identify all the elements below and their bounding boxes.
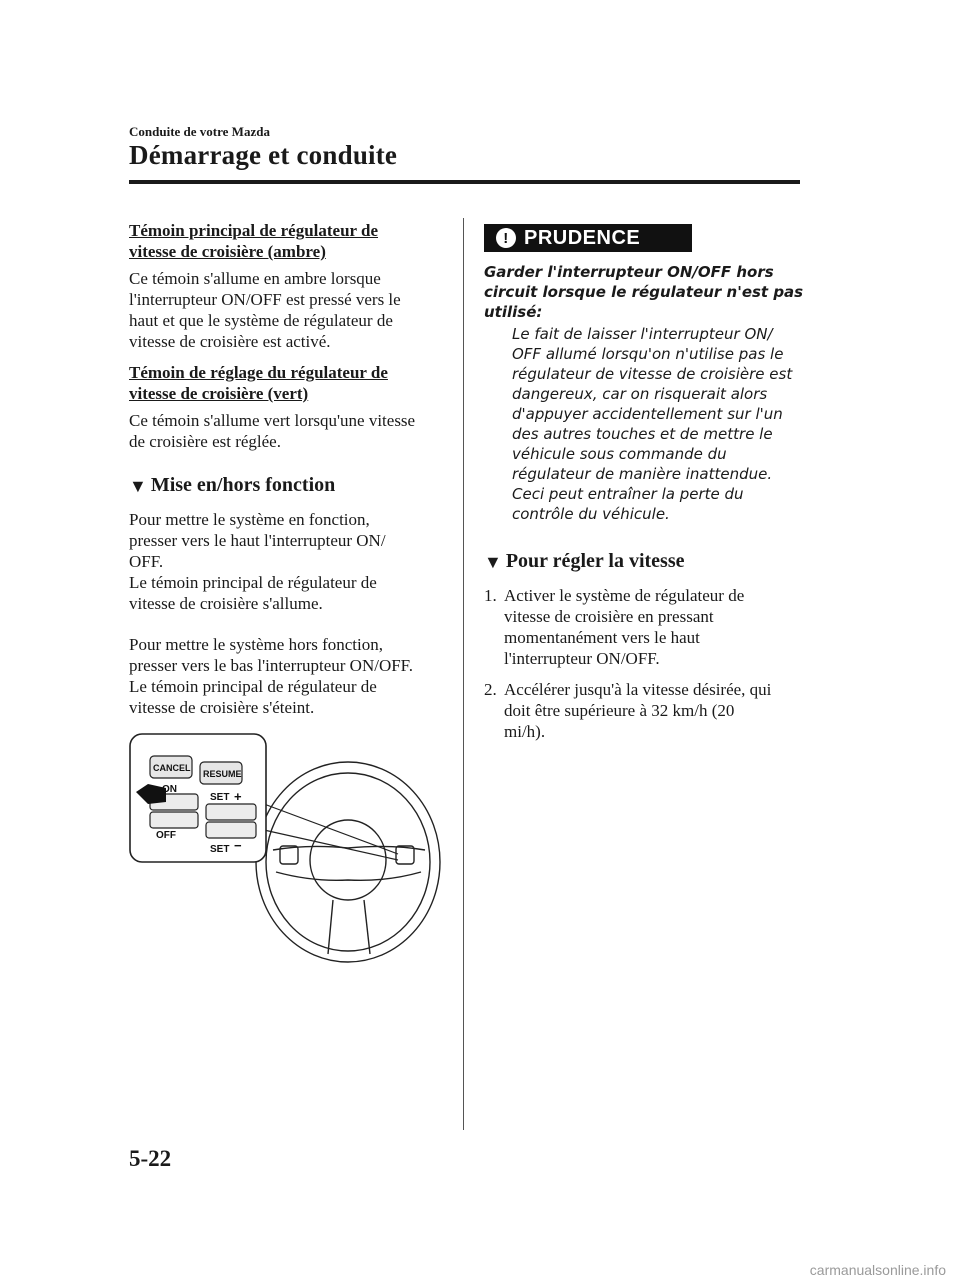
caution-lead: Garder l'interrupteur ON/OFF hors circuit lorsque le régulateur n'est pas utilisé: bbox=[484, 263, 804, 321]
list-item: 1. Activer le système de régulateur de vitesse de croisière en pressant momentanément vers le haut l'interrupteur ON/OFF. bbox=[484, 586, 745, 668]
label-off: OFF bbox=[156, 830, 176, 841]
column-divider bbox=[463, 218, 464, 1130]
caution-badge: ! PRUDENCE bbox=[484, 224, 692, 252]
steering-wheel-illustration bbox=[256, 762, 440, 962]
caution-body: Le fait de laisser l'interrupteur ON/ OFF allumé lorsqu'on n'utilise pas le régulateur de vitesse de croisière est dangereux, car on risquerait alors d'appuyer accidentellement sur l'un des autres touches et de mettre le véhicule sous commande du régulateur de manière inattendue. Ceci peut entraîner la perte du contrôle du véhicule. bbox=[512, 325, 793, 523]
section-heading-on-off: ▼ Mise en/hors fonction bbox=[129, 474, 336, 496]
callout-lines bbox=[264, 804, 398, 860]
running-head: Conduite de votre Mazda bbox=[129, 124, 270, 139]
header-rule bbox=[129, 180, 800, 184]
triangle-down-icon: ▼ bbox=[129, 475, 147, 496]
label-set-plus: SET bbox=[210, 792, 230, 803]
label-cancel: CANCEL bbox=[153, 763, 191, 773]
paragraph-set-indicator: Ce témoin s'allume vert lorsqu'une vitesse de croisière est réglée. bbox=[129, 411, 416, 451]
steering-wheel-switch-figure bbox=[128, 732, 448, 1012]
subhead-main-indicator: Témoin principal de régulateur de vitesse de croisière (ambre) bbox=[129, 221, 379, 261]
switch-inset-panel bbox=[130, 734, 266, 862]
section-heading-set-speed: ▼ Pour régler la vitesse bbox=[484, 550, 685, 572]
left-column bbox=[129, 220, 441, 728]
label-set-minus: SET bbox=[210, 844, 230, 855]
paragraph-switch-off: Pour mettre le système hors fonction, presser vers le bas l'interrupteur ON/OFF. Le témoin principal de régulateur de vitesse de croisière s'éteint. bbox=[129, 635, 414, 717]
right-column bbox=[484, 224, 804, 752]
watermark: carmanualsonline.info bbox=[809, 1262, 946, 1278]
label-resume: RESUME bbox=[203, 769, 242, 779]
steps-list bbox=[484, 585, 804, 742]
label-on: ON bbox=[162, 784, 177, 795]
paragraph-switch-on: Pour mettre le système en fonction, presser vers le haut l'interrupteur ON/ OFF. Le témoin principal de régulateur de vitesse de croisière s'allume. bbox=[129, 510, 386, 613]
warning-icon: ! bbox=[496, 228, 516, 248]
subhead-set-indicator: Témoin de réglage du régulateur de vitesse de croisière (vert) bbox=[129, 363, 388, 403]
triangle-down-icon: ▼ bbox=[484, 551, 502, 572]
paragraph-main-indicator: Ce témoin s'allume en ambre lorsque l'interrupteur ON/OFF est pressé vers le haut et que le système de régulateur de vitesse de croisière est activé. bbox=[129, 269, 401, 351]
chapter-title: Démarrage et conduite bbox=[129, 140, 398, 170]
page-number: 5-22 bbox=[129, 1146, 172, 1171]
plus-icon: + bbox=[234, 789, 242, 804]
minus-icon: − bbox=[234, 838, 242, 853]
list-item: 2. Accélérer jusqu'à la vitesse désirée, qui doit être supérieure à 32 km/h (20 mi/h). bbox=[484, 680, 772, 741]
